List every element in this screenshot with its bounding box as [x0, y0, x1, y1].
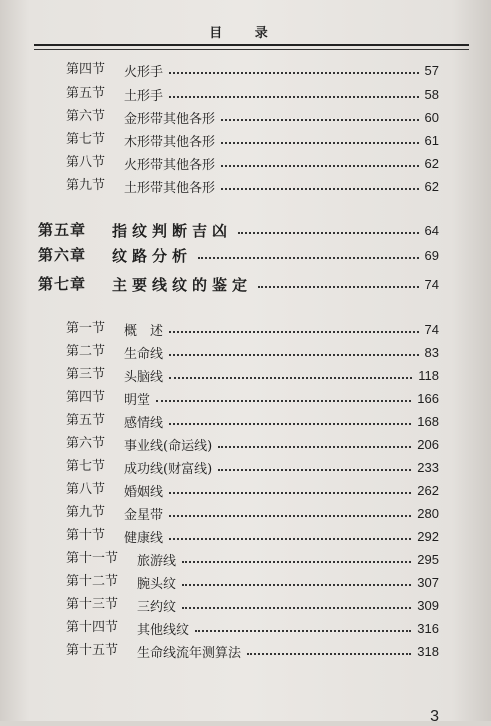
dot-leader — [169, 377, 412, 379]
entry-title: 土形手 — [124, 88, 164, 104]
entry-page-number: 57 — [424, 62, 439, 78]
entry-title: 生命线 — [124, 346, 164, 362]
page-number: 3 — [430, 708, 439, 725]
entry-title: 指纹判断吉凶 — [112, 221, 233, 240]
dot-leader — [182, 584, 411, 586]
entry-title: 金形带其他各形 — [124, 111, 216, 127]
entry-title: 感情线 — [124, 415, 164, 431]
dot-leader — [195, 630, 411, 632]
entry-title: 头脑线 — [124, 369, 164, 385]
dot-leader — [169, 72, 419, 74]
toc-section-entry — [0, 594, 491, 616]
entry-page-number: 58 — [424, 86, 439, 102]
entry-title: 主要线纹的鉴定 — [112, 275, 253, 294]
dot-leader — [169, 538, 411, 540]
entry-title: 腕头纹 — [137, 576, 177, 592]
entry-label: 第十二节 — [66, 574, 119, 589]
entry-page-number: 118 — [418, 367, 439, 383]
toc-section-entry — [0, 410, 491, 432]
dot-leader — [198, 257, 419, 259]
entry-title: 三约纹 — [137, 599, 177, 615]
toc-chapter-entry — [0, 244, 491, 266]
dot-leader — [182, 561, 411, 563]
entry-title: 成功线(财富线) — [124, 461, 213, 477]
dot-leader — [169, 354, 419, 356]
entry-page-number: 69 — [424, 247, 439, 263]
toc-section-entry — [0, 129, 491, 151]
entry-label: 第十三节 — [66, 597, 119, 612]
entry-label: 第七节 — [66, 459, 106, 474]
header-rule-thin — [34, 49, 469, 50]
toc-section-entry — [0, 617, 491, 639]
toc-section-entry — [0, 59, 491, 81]
entry-title: 火形手 — [124, 64, 164, 80]
dot-leader — [182, 607, 411, 609]
dot-leader — [169, 96, 419, 98]
entry-page-number: 262 — [417, 482, 439, 498]
entry-title: 明堂 — [124, 392, 151, 408]
entry-label: 第一节 — [66, 321, 106, 336]
dot-leader — [221, 188, 419, 190]
dot-leader — [169, 515, 411, 517]
entry-page-number: 60 — [424, 109, 439, 125]
entry-title: 纹路分析 — [112, 246, 193, 265]
entry-title: 婚姻线 — [124, 484, 164, 500]
entry-title: 旅游线 — [137, 553, 177, 569]
toc-section-entry — [0, 387, 491, 409]
entry-label: 第三节 — [66, 367, 106, 382]
entry-page-number: 62 — [424, 155, 439, 171]
toc-section-entry — [0, 175, 491, 197]
dot-leader — [221, 119, 419, 121]
dot-leader — [221, 142, 419, 144]
toc-section-entry — [0, 83, 491, 105]
toc-section-entry — [0, 318, 491, 340]
toc-section-entry — [0, 571, 491, 593]
toc-section-entry — [0, 456, 491, 478]
entry-page-number: 309 — [417, 597, 439, 613]
entry-page-number: 295 — [417, 551, 439, 567]
toc-section-entry — [0, 479, 491, 501]
dot-leader — [169, 331, 419, 333]
entry-label: 第七章 — [38, 275, 87, 293]
entry-page-number: 168 — [417, 413, 439, 429]
toc-section-entry — [0, 152, 491, 174]
entry-page-number: 166 — [417, 390, 439, 406]
entry-page-number: 233 — [417, 459, 439, 475]
toc-section-entry — [0, 502, 491, 524]
entry-label: 第十一节 — [66, 551, 119, 566]
toc-section-entry — [0, 525, 491, 547]
entry-label: 第六节 — [66, 436, 106, 451]
header-rule-thick — [34, 44, 469, 46]
dot-leader — [221, 165, 419, 167]
entry-page-number: 318 — [417, 643, 439, 659]
entry-title: 土形带其他各形 — [124, 180, 216, 196]
entry-label: 第八节 — [66, 482, 106, 497]
entry-label: 第九节 — [66, 178, 106, 193]
page-header-title: 目 录 — [209, 26, 282, 41]
entry-page-number: 74 — [424, 276, 439, 292]
dot-leader — [169, 423, 411, 425]
entry-page-number: 280 — [417, 505, 439, 521]
entry-page-number: 292 — [417, 528, 439, 544]
toc-section-entry — [0, 341, 491, 363]
dot-leader — [238, 232, 419, 234]
entry-label: 第十四节 — [66, 620, 119, 635]
dot-leader — [156, 400, 411, 402]
entry-label: 第五节 — [66, 413, 106, 428]
entry-title: 事业线(命运线) — [124, 438, 213, 454]
entry-page-number: 307 — [417, 574, 439, 590]
entry-page-number: 83 — [424, 344, 439, 360]
dot-leader — [169, 492, 411, 494]
dot-leader — [247, 653, 411, 655]
toc-chapter-entry — [0, 219, 491, 241]
toc-section-entry — [0, 433, 491, 455]
entry-page-number: 61 — [424, 132, 439, 148]
entry-title: 木形带其他各形 — [124, 134, 216, 150]
entry-page-number: 62 — [424, 178, 439, 194]
entry-title: 火形带其他各形 — [124, 157, 216, 173]
dot-leader — [258, 286, 419, 288]
entry-title: 健康线 — [124, 530, 164, 546]
toc-section-entry — [0, 364, 491, 386]
entry-label: 第四节 — [66, 62, 106, 77]
entry-label: 第八节 — [66, 155, 106, 170]
entry-label: 第四节 — [66, 390, 106, 405]
entry-title: 金星带 — [124, 507, 164, 523]
entry-label: 第六节 — [66, 109, 106, 124]
toc-section-entry — [0, 106, 491, 128]
dot-leader — [218, 469, 411, 471]
toc-section-entry — [0, 640, 491, 662]
entry-title: 生命线流年测算法 — [137, 645, 242, 661]
entry-label: 第十五节 — [66, 643, 119, 658]
entry-label: 第十节 — [66, 528, 106, 543]
entry-page-number: 64 — [424, 222, 439, 238]
entry-label: 第二节 — [66, 344, 106, 359]
entry-label: 第七节 — [66, 132, 106, 147]
entry-title: 概 述 — [124, 323, 164, 339]
entry-page-number: 316 — [417, 620, 439, 636]
entry-label: 第五章 — [38, 221, 87, 239]
dot-leader — [218, 446, 411, 448]
entry-label: 第九节 — [66, 505, 106, 520]
entry-title: 其他线纹 — [137, 622, 190, 638]
entry-page-number: 74 — [424, 321, 439, 337]
entry-label: 第六章 — [38, 246, 87, 264]
toc-chapter-entry — [0, 273, 491, 295]
entry-label: 第五节 — [66, 86, 106, 101]
entry-page-number: 206 — [417, 436, 439, 452]
toc-section-entry — [0, 548, 491, 570]
